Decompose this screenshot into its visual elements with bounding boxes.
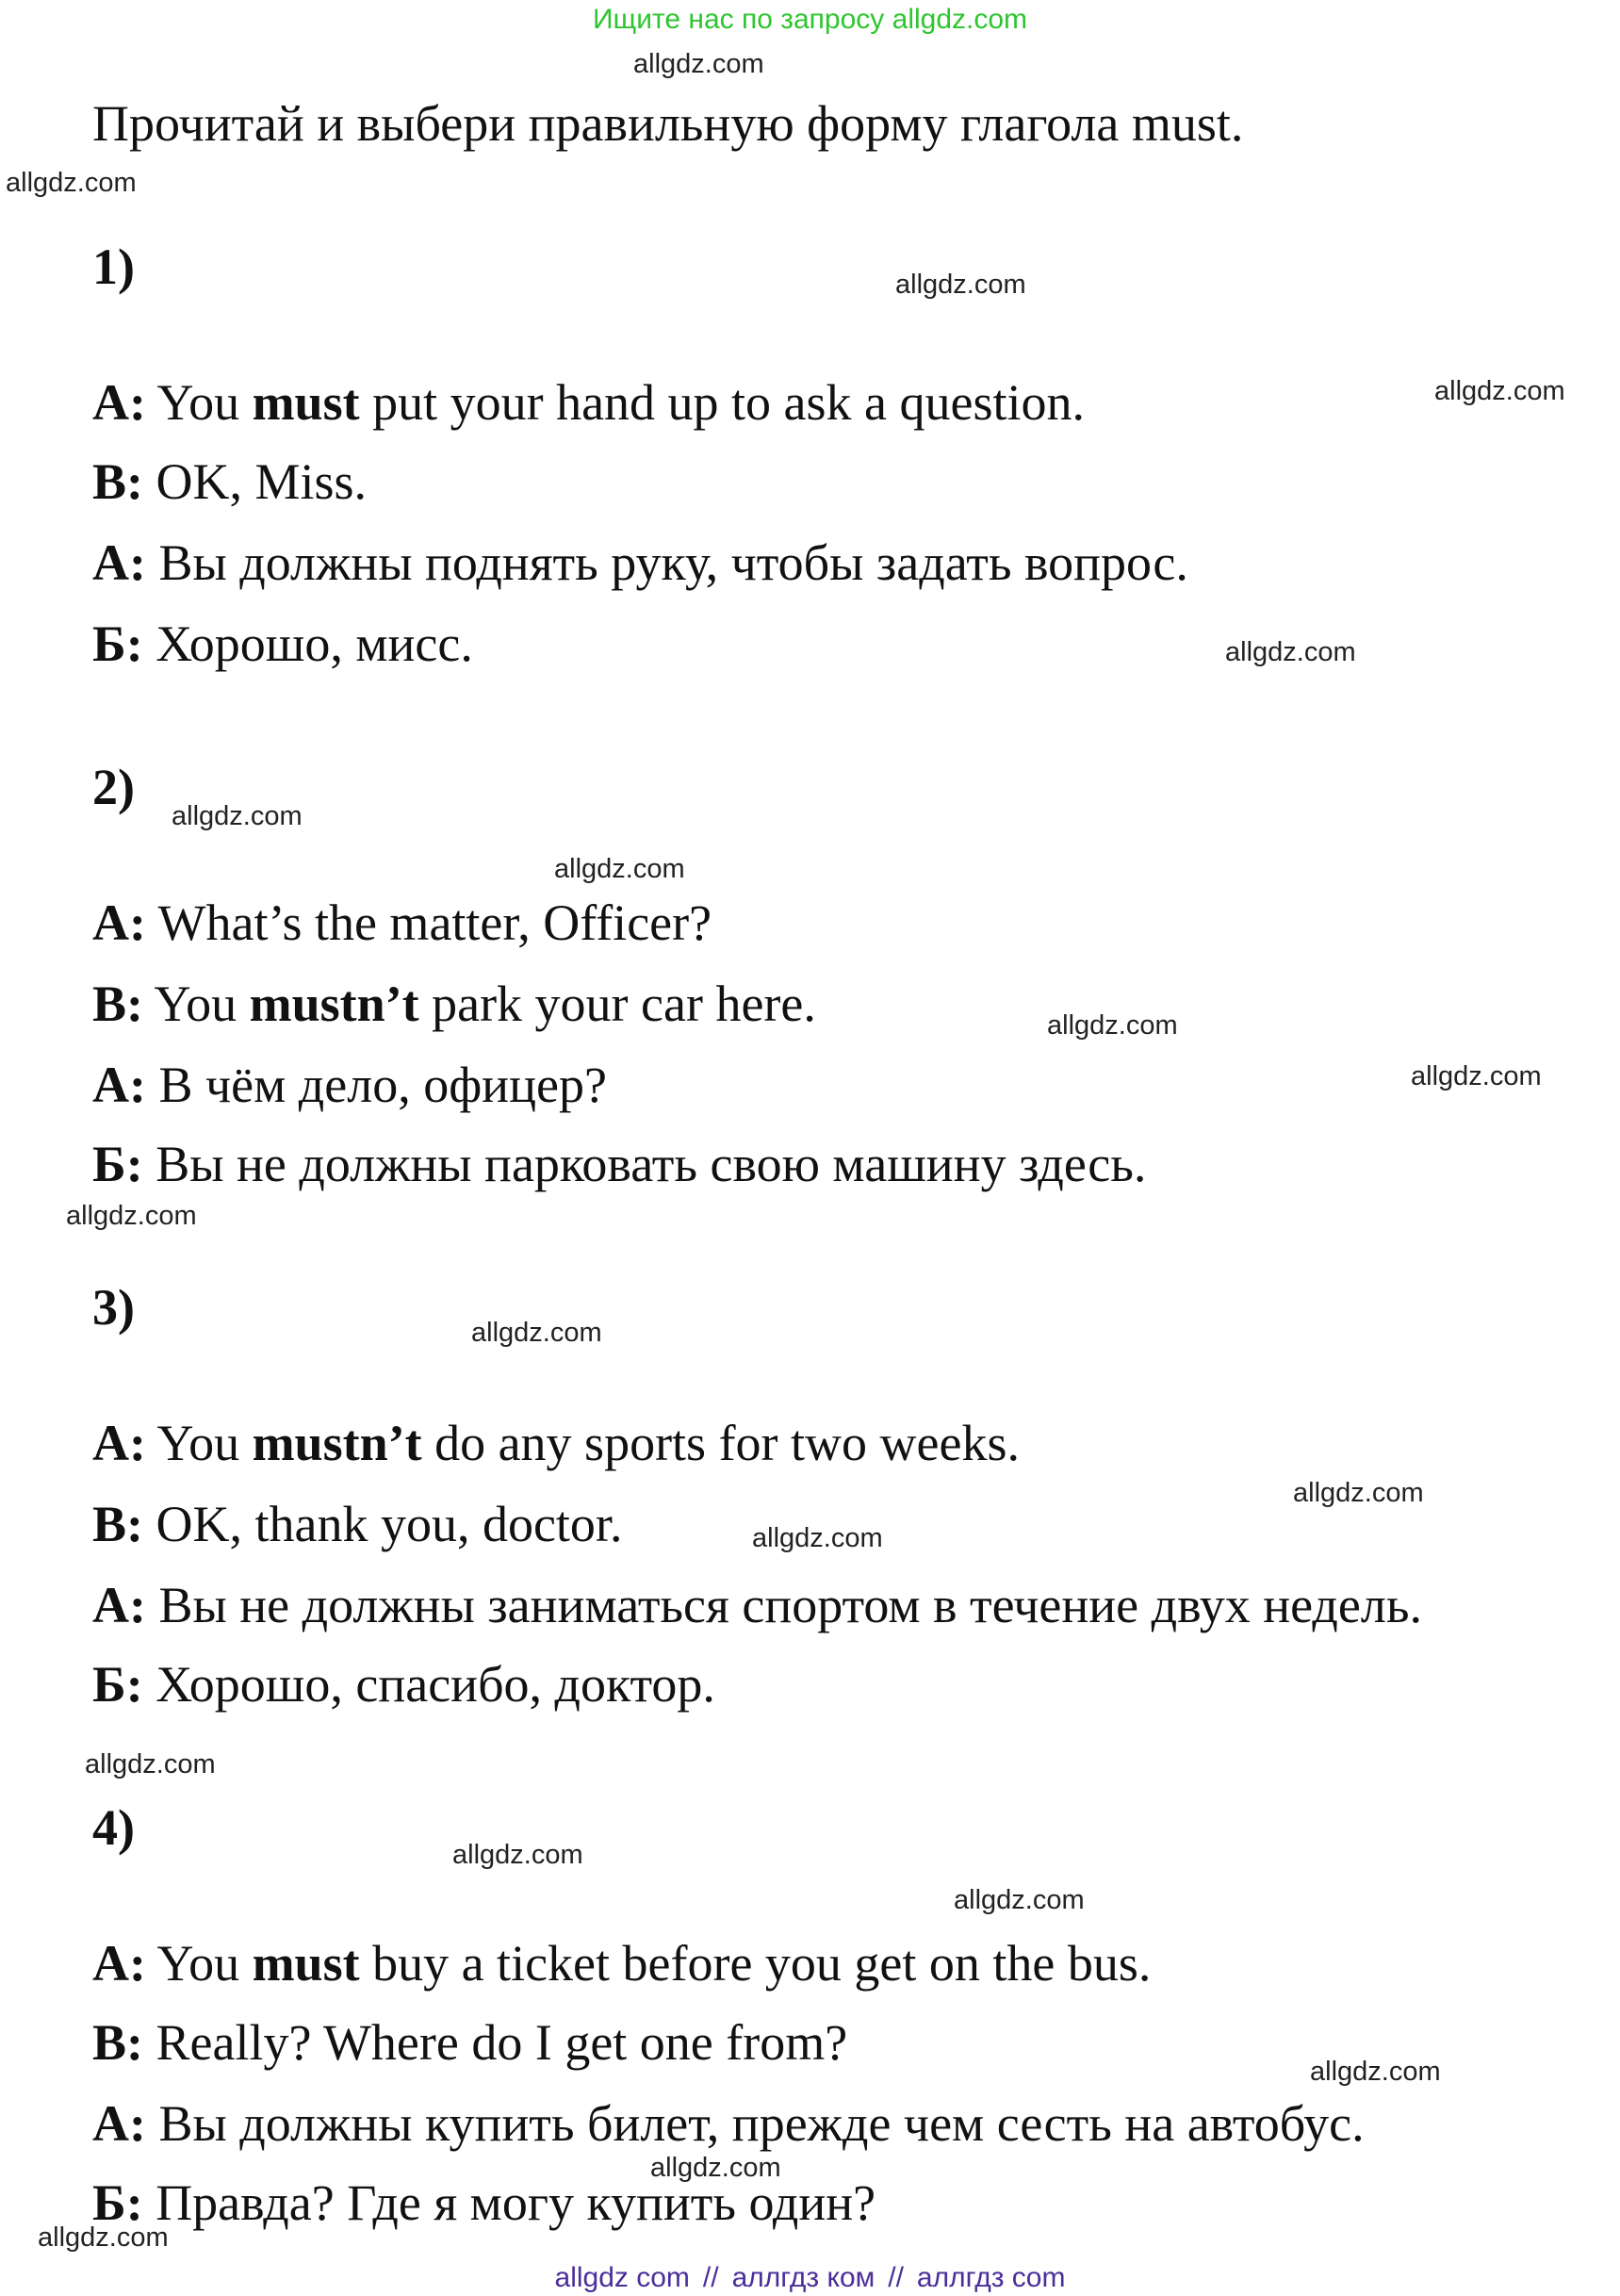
watermark: allgdz.com <box>172 801 303 831</box>
dialogue-line <box>92 1934 1151 1993</box>
dialogue-line <box>92 2013 847 2072</box>
line-text: You <box>145 374 253 431</box>
watermark: allgdz.com <box>1047 1010 1178 1041</box>
line-text: park your car here. <box>418 976 816 1032</box>
line-text: You <box>145 1415 253 1471</box>
watermark: allgdz.com <box>1293 1478 1424 1508</box>
line-text: OK, Miss. <box>143 453 368 510</box>
speaker: A: <box>92 894 146 951</box>
dialogue-line <box>92 1135 1146 1193</box>
modal-verb: mustn’t <box>249 976 419 1032</box>
dialogue-line <box>92 2173 875 2232</box>
exercise-number: 1) <box>92 238 135 295</box>
line-text: Вы должны поднять руку, чтобы задать вопрос. <box>145 534 1188 591</box>
line-text: What’s the matter, Officer? <box>145 894 712 951</box>
watermark: allgdz.com <box>1310 2057 1441 2087</box>
exercise-number: 2) <box>92 759 135 815</box>
dialogue-line <box>92 894 712 952</box>
footer-link[interactable]: аллгдз com <box>916 2262 1066 2293</box>
speaker: Б: <box>92 1656 143 1713</box>
top-banner[interactable]: Ищите нас по запросу allgdz.com <box>592 4 1028 35</box>
speaker: A: <box>92 1415 146 1471</box>
watermark: allgdz.com <box>954 1885 1085 1915</box>
speaker: А: <box>92 1577 146 1633</box>
line-text: put your hand up to ask a question. <box>359 374 1085 431</box>
line-text: Хорошо, спасибо, доктор. <box>142 1656 715 1713</box>
dialogue-line <box>92 452 367 511</box>
speaker: B: <box>92 2014 143 2071</box>
dialogue-line <box>92 533 1188 592</box>
instruction: Прочитай и выбери правильную форму глагола must. <box>92 95 1244 152</box>
dialogue-line <box>92 2094 1365 2153</box>
footer-separator: // <box>702 2262 719 2293</box>
speaker: A: <box>92 1935 146 1992</box>
line-text: You <box>145 1935 253 1992</box>
footer-link[interactable]: аллгдз ком <box>731 2262 875 2293</box>
line-text: do any sports for two weeks. <box>421 1415 1020 1471</box>
watermark: allgdz.com <box>85 1749 216 1779</box>
footer-links <box>0 2262 1620 2294</box>
footer-link[interactable]: allgdz com <box>554 2262 690 2293</box>
watermark: allgdz.com <box>471 1318 602 1348</box>
watermark: allgdz.com <box>6 168 137 198</box>
line-text: Вы должны купить билет, прежде чем сесть на автобус. <box>145 2095 1365 2152</box>
line-text: Правда? Где я могу купить один? <box>142 2174 876 2231</box>
speaker: А: <box>92 2095 146 2152</box>
watermark: allgdz.com <box>650 2153 781 2183</box>
dialogue-line <box>92 615 473 673</box>
speaker: B: <box>92 453 143 510</box>
line-text: You <box>143 976 250 1032</box>
dialogue-line <box>92 1655 715 1714</box>
speaker: Б: <box>92 615 143 672</box>
dialogue-line <box>92 975 816 1033</box>
speaker: B: <box>92 976 143 1032</box>
line-text: Вы не должны заниматься спортом в течение двух недель. <box>145 1577 1422 1633</box>
modal-verb: must <box>252 374 360 431</box>
speaker: A: <box>92 374 146 431</box>
watermark: allgdz.com <box>633 49 764 79</box>
watermark: allgdz.com <box>452 1840 583 1870</box>
dialogue-line <box>92 1056 607 1114</box>
speaker: Б: <box>92 1136 143 1192</box>
dialogue-line <box>92 1576 1422 1634</box>
line-text: Хорошо, мисс. <box>142 615 473 672</box>
watermark: allgdz.com <box>1434 376 1565 406</box>
line-text: В чём дело, офицер? <box>145 1057 607 1113</box>
line-text: Really? Where do I get one from? <box>143 2014 848 2071</box>
dialogue-line <box>92 1414 1020 1472</box>
watermark: allgdz.com <box>1225 637 1356 667</box>
watermark: allgdz.com <box>895 270 1026 300</box>
watermark: allgdz.com <box>66 1201 197 1231</box>
watermark: allgdz.com <box>1411 1061 1542 1091</box>
speaker: B: <box>92 1496 143 1552</box>
exercise-number: 4) <box>92 1799 135 1856</box>
watermark: allgdz.com <box>752 1523 883 1553</box>
speaker: А: <box>92 534 146 591</box>
modal-verb: must <box>252 1935 360 1992</box>
line-text: buy a ticket before you get on the bus. <box>359 1935 1152 1992</box>
dialogue-line <box>92 373 1085 432</box>
line-text: Вы не должны парковать свою машину здесь. <box>142 1136 1147 1192</box>
watermark: allgdz.com <box>38 2222 169 2253</box>
speaker: Б: <box>92 2174 143 2231</box>
watermark: allgdz.com <box>554 854 685 884</box>
exercise-number: 3) <box>92 1279 135 1336</box>
footer-separator: // <box>888 2262 904 2293</box>
dialogue-line <box>92 1495 622 1553</box>
modal-verb: mustn’t <box>252 1415 422 1471</box>
speaker: А: <box>92 1057 146 1113</box>
line-text: OK, thank you, doctor. <box>143 1496 623 1552</box>
